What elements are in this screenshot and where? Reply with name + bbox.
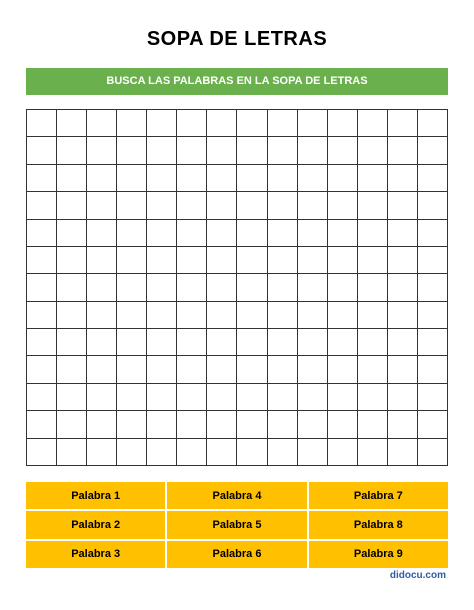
grid-cell bbox=[177, 356, 207, 383]
page-title: SOPA DE LETRAS bbox=[146, 28, 328, 50]
grid-cell bbox=[268, 439, 298, 466]
grid-cell bbox=[147, 247, 177, 274]
grid-cell bbox=[328, 356, 358, 383]
word-box: Palabra 5 bbox=[167, 511, 306, 538]
grid-cell bbox=[207, 110, 237, 137]
grid-cell bbox=[268, 329, 298, 356]
grid-cell bbox=[388, 384, 418, 411]
grid-cell bbox=[117, 302, 147, 329]
grid-cell bbox=[147, 192, 177, 219]
grid-cell bbox=[57, 439, 87, 466]
grid-cell bbox=[237, 192, 267, 219]
grid-cell bbox=[298, 384, 328, 411]
grid-cell bbox=[237, 110, 267, 137]
grid-cell bbox=[27, 274, 57, 301]
word-box: Palabra 8 bbox=[309, 511, 448, 538]
grid-cell bbox=[147, 274, 177, 301]
grid-cell bbox=[57, 274, 87, 301]
grid-cell bbox=[207, 439, 237, 466]
grid-cell bbox=[147, 439, 177, 466]
word-box: Palabra 6 bbox=[167, 541, 306, 568]
grid-cell bbox=[147, 220, 177, 247]
grid-cell bbox=[27, 220, 57, 247]
grid-cell bbox=[358, 247, 388, 274]
grid-cell bbox=[57, 356, 87, 383]
grid-cell bbox=[177, 110, 207, 137]
grid-cell bbox=[328, 302, 358, 329]
grid-cell bbox=[117, 137, 147, 164]
grid-cell bbox=[117, 110, 147, 137]
grid-cell bbox=[57, 220, 87, 247]
grid-cell bbox=[87, 137, 117, 164]
grid-cell bbox=[177, 329, 207, 356]
grid-cell bbox=[57, 411, 87, 438]
grid-cell bbox=[418, 165, 448, 192]
grid-cell bbox=[237, 439, 267, 466]
grid-cell bbox=[117, 220, 147, 247]
letter-grid bbox=[26, 109, 448, 466]
grid-cell bbox=[328, 220, 358, 247]
grid-cell bbox=[57, 247, 87, 274]
grid-cell bbox=[328, 110, 358, 137]
grid-cell bbox=[298, 329, 328, 356]
grid-cell bbox=[358, 439, 388, 466]
grid-cell bbox=[207, 384, 237, 411]
grid-cell bbox=[388, 247, 418, 274]
grid-cell bbox=[418, 220, 448, 247]
grid-cell bbox=[418, 384, 448, 411]
grid-cell bbox=[298, 165, 328, 192]
grid-cell bbox=[57, 110, 87, 137]
word-box: Palabra 7 bbox=[309, 482, 448, 509]
grid-cell bbox=[358, 302, 388, 329]
grid-cell bbox=[87, 165, 117, 192]
grid-cell bbox=[177, 192, 207, 219]
grid-cell bbox=[268, 302, 298, 329]
grid-cell bbox=[358, 110, 388, 137]
grid-cell bbox=[147, 384, 177, 411]
grid-cell bbox=[328, 165, 358, 192]
grid-cell bbox=[358, 137, 388, 164]
grid-cell bbox=[27, 247, 57, 274]
grid-cell bbox=[298, 274, 328, 301]
grid-cell bbox=[57, 192, 87, 219]
grid-cell bbox=[117, 165, 147, 192]
grid-cell bbox=[358, 411, 388, 438]
grid-cell bbox=[147, 356, 177, 383]
grid-cell bbox=[298, 192, 328, 219]
grid-cell bbox=[418, 411, 448, 438]
grid-cell bbox=[418, 247, 448, 274]
grid-cell bbox=[117, 247, 147, 274]
grid-cell bbox=[177, 439, 207, 466]
grid-cell bbox=[237, 274, 267, 301]
grid-cell bbox=[207, 137, 237, 164]
grid-cell bbox=[388, 274, 418, 301]
grid-cell bbox=[117, 274, 147, 301]
grid-cell bbox=[388, 137, 418, 164]
grid-cell bbox=[117, 356, 147, 383]
grid-cell bbox=[328, 411, 358, 438]
grid-cell bbox=[237, 329, 267, 356]
grid-cell bbox=[328, 274, 358, 301]
grid-cell bbox=[388, 165, 418, 192]
instruction-banner: BUSCA LAS PALABRAS EN LA SOPA DE LETRAS bbox=[26, 68, 448, 95]
grid-cell bbox=[298, 356, 328, 383]
grid-cell bbox=[27, 439, 57, 466]
grid-cell bbox=[177, 384, 207, 411]
grid-cell bbox=[418, 192, 448, 219]
grid-cell bbox=[298, 247, 328, 274]
grid-cell bbox=[177, 247, 207, 274]
grid-cell bbox=[328, 439, 358, 466]
grid-cell bbox=[207, 302, 237, 329]
grid-cell bbox=[117, 411, 147, 438]
grid-cell bbox=[87, 247, 117, 274]
grid-cell bbox=[388, 220, 418, 247]
grid-cell bbox=[207, 247, 237, 274]
grid-cell bbox=[57, 165, 87, 192]
grid-cell bbox=[268, 247, 298, 274]
grid-cell bbox=[147, 110, 177, 137]
grid-cell bbox=[298, 302, 328, 329]
grid-cell bbox=[27, 329, 57, 356]
word-box: Palabra 1 bbox=[26, 482, 165, 509]
grid-cell bbox=[268, 274, 298, 301]
grid-cell bbox=[388, 439, 418, 466]
grid-cell bbox=[27, 165, 57, 192]
word-box: Palabra 3 bbox=[26, 541, 165, 568]
grid-cell bbox=[268, 220, 298, 247]
grid-cell bbox=[27, 302, 57, 329]
grid-cell bbox=[207, 192, 237, 219]
grid-cell bbox=[388, 411, 418, 438]
grid-cell bbox=[298, 110, 328, 137]
grid-cell bbox=[87, 439, 117, 466]
grid-cell bbox=[418, 274, 448, 301]
grid-cell bbox=[268, 384, 298, 411]
grid-cell bbox=[27, 110, 57, 137]
grid-cell bbox=[418, 110, 448, 137]
grid-cell bbox=[117, 439, 147, 466]
grid-cell bbox=[147, 411, 177, 438]
grid-cell bbox=[147, 302, 177, 329]
grid-cell bbox=[87, 384, 117, 411]
grid-cell bbox=[328, 384, 358, 411]
grid-cell bbox=[177, 274, 207, 301]
grid-cell bbox=[117, 329, 147, 356]
grid-cell bbox=[268, 356, 298, 383]
grid-cell bbox=[87, 329, 117, 356]
grid-cell bbox=[87, 302, 117, 329]
grid-cell bbox=[298, 220, 328, 247]
grid-cell bbox=[388, 329, 418, 356]
grid-cell bbox=[57, 329, 87, 356]
grid-cell bbox=[177, 302, 207, 329]
grid-cell bbox=[207, 356, 237, 383]
grid-cell bbox=[237, 165, 267, 192]
grid-cell bbox=[358, 165, 388, 192]
grid-cell bbox=[27, 384, 57, 411]
grid-cell bbox=[237, 247, 267, 274]
word-list bbox=[26, 482, 448, 568]
grid-cell bbox=[87, 356, 117, 383]
grid-cell bbox=[87, 110, 117, 137]
grid-cell bbox=[87, 411, 117, 438]
grid-cell bbox=[177, 411, 207, 438]
grid-cell bbox=[268, 110, 298, 137]
grid-cell bbox=[87, 274, 117, 301]
word-box: Palabra 2 bbox=[26, 511, 165, 538]
grid-cell bbox=[328, 192, 358, 219]
grid-cell bbox=[418, 137, 448, 164]
grid-cell bbox=[268, 411, 298, 438]
grid-cell bbox=[207, 220, 237, 247]
grid-cell bbox=[388, 192, 418, 219]
grid-cell bbox=[87, 192, 117, 219]
grid-cell bbox=[418, 302, 448, 329]
grid-cell bbox=[358, 384, 388, 411]
grid-cell bbox=[207, 329, 237, 356]
grid-cell bbox=[117, 384, 147, 411]
grid-cell bbox=[27, 192, 57, 219]
grid-cell bbox=[358, 274, 388, 301]
grid-cell bbox=[237, 356, 267, 383]
grid-cell bbox=[57, 137, 87, 164]
grid-cell bbox=[418, 356, 448, 383]
grid-cell bbox=[27, 137, 57, 164]
grid-cell bbox=[388, 110, 418, 137]
grid-cell bbox=[237, 384, 267, 411]
grid-cell bbox=[87, 220, 117, 247]
grid-cell bbox=[268, 137, 298, 164]
grid-cell bbox=[57, 302, 87, 329]
grid-cell bbox=[358, 329, 388, 356]
grid-cell bbox=[298, 137, 328, 164]
grid-cell bbox=[27, 411, 57, 438]
grid-cell bbox=[418, 329, 448, 356]
grid-cell bbox=[358, 356, 388, 383]
grid-cell bbox=[207, 411, 237, 438]
footer-brand: didocu.com bbox=[389, 570, 446, 581]
grid-cell bbox=[147, 165, 177, 192]
grid-cell bbox=[358, 192, 388, 219]
grid-cell bbox=[298, 411, 328, 438]
grid-cell bbox=[328, 137, 358, 164]
grid-cell bbox=[298, 439, 328, 466]
grid-cell bbox=[237, 137, 267, 164]
grid-cell bbox=[177, 165, 207, 192]
grid-cell bbox=[237, 411, 267, 438]
grid-cell bbox=[418, 439, 448, 466]
grid-cell bbox=[358, 220, 388, 247]
grid-cell bbox=[117, 192, 147, 219]
grid-cell bbox=[237, 302, 267, 329]
grid-cell bbox=[147, 329, 177, 356]
grid-cell bbox=[388, 356, 418, 383]
grid-cell bbox=[147, 137, 177, 164]
grid-cell bbox=[207, 165, 237, 192]
grid-cell bbox=[388, 302, 418, 329]
grid-cell bbox=[268, 165, 298, 192]
grid-cell bbox=[177, 220, 207, 247]
grid-cell bbox=[207, 274, 237, 301]
word-box: Palabra 4 bbox=[167, 482, 306, 509]
grid-cell bbox=[328, 247, 358, 274]
grid-cell bbox=[57, 384, 87, 411]
grid-cell bbox=[328, 329, 358, 356]
grid-cell bbox=[27, 356, 57, 383]
grid-cell bbox=[268, 192, 298, 219]
grid-cell bbox=[177, 137, 207, 164]
grid-cell bbox=[237, 220, 267, 247]
word-box: Palabra 9 bbox=[309, 541, 448, 568]
